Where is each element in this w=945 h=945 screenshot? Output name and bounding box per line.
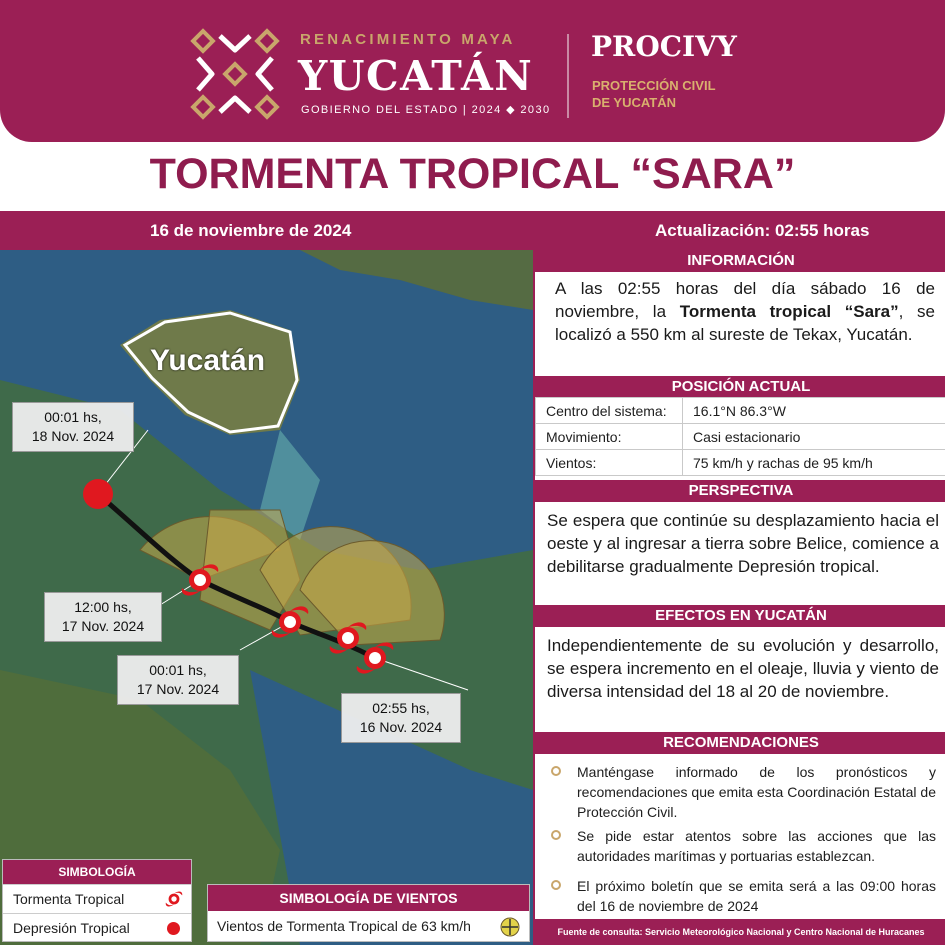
track-label-3: 00:01 hs, 17 Nov. 2024 bbox=[117, 655, 239, 705]
storm-icon bbox=[165, 890, 183, 908]
track-label-2: 12:00 hs, 17 Nov. 2024 bbox=[44, 592, 162, 642]
table-row: Movimiento: Casi estacionario bbox=[536, 424, 945, 450]
info-header: INFORMACIÓN bbox=[535, 250, 945, 272]
bullet-icon bbox=[551, 766, 561, 776]
bullet-icon bbox=[551, 830, 561, 840]
position-header: POSICIÓN ACTUAL bbox=[535, 376, 945, 398]
info-panel bbox=[533, 250, 945, 945]
legend-title: SIMBOLOGÍA bbox=[3, 860, 191, 884]
wind-field-icon bbox=[500, 917, 520, 937]
effects-header: EFECTOS EN YUCATÁN bbox=[535, 605, 945, 627]
depression-marker bbox=[83, 479, 113, 509]
brand-government: GOBIERNO DEL ESTADO | 2024 ◆ 2030 bbox=[301, 104, 551, 116]
info-text: A las 02:55 horas del día sábado 16 de noviembre, la Tormenta tropical “Sara”, se localizó a 550 km al sureste de Tekax, Yucatán. bbox=[555, 279, 936, 344]
table-row: Centro del sistema: 16.1°N 86.3°W bbox=[536, 398, 945, 424]
source-footer: Fuente de consulta: Servicio Meteorológico Nacional y Centro Nacional de Huracanes bbox=[535, 919, 945, 945]
agency-name: PROCIVY bbox=[591, 30, 737, 63]
agency-subtitle: PROTECCIÓN CIVIL DE YUCATÁN bbox=[592, 78, 716, 110]
track-label-1: 00:01 hs, 18 Nov. 2024 bbox=[12, 402, 134, 452]
track-label-4: 02:55 hs, 16 Nov. 2024 bbox=[341, 693, 461, 743]
legend-storm: Tormenta Tropical bbox=[3, 884, 191, 913]
legend-depression: Depresión Tropical bbox=[3, 913, 191, 942]
wind-legend-title: SIMBOLOGÍA DE VIENTOS bbox=[208, 885, 529, 911]
depression-icon bbox=[167, 922, 180, 935]
table-row: Vientos: 75 km/h y rachas de 95 km/h bbox=[536, 450, 945, 476]
header-divider bbox=[567, 34, 569, 118]
symbol-legend bbox=[2, 859, 192, 942]
update-time: Actualización: 02:55 horas bbox=[655, 221, 870, 240]
storm-track-map bbox=[0, 250, 533, 945]
region-label: Yucatán bbox=[150, 344, 266, 377]
yucatan-logo-icon bbox=[190, 28, 280, 120]
list-item: Se pide estar atentos sobre las acciones que las autoridades marítimas y portuarias establezcan. bbox=[551, 826, 936, 866]
bullet-icon bbox=[551, 880, 561, 890]
brand-name: YUCATÁN bbox=[298, 52, 534, 100]
perspective-header: PERSPECTIVA bbox=[535, 480, 945, 502]
page-title: TORMENTA TROPICAL “SARA” bbox=[149, 150, 796, 198]
wind-legend bbox=[207, 884, 530, 942]
list-item: Manténgase informado de los pronósticos y recomendaciones que emita esta Coordinación Estatal de Protección Civil. bbox=[551, 762, 936, 822]
date-bar bbox=[0, 211, 945, 250]
effects-text: Independientemente de su evolución y desarrollo, se espera incremento en el oleaje, lluvia y viento de diversa intensidad del 18 al 20 de noviembre. bbox=[547, 636, 939, 701]
legend-wind-row: Vientos de Tormenta Tropical de 63 km/h bbox=[208, 911, 529, 941]
recommendations-header: RECOMENDACIONES bbox=[535, 732, 945, 754]
bulletin-date: 16 de noviembre de 2024 bbox=[150, 221, 352, 240]
perspective-text: Se espera que continúe su desplazamiento hacia el oeste y al ingresar a tierra sobre Belice, comience a debilitarse gradualmente Depresión tropical. bbox=[547, 511, 939, 576]
header-banner bbox=[0, 0, 945, 142]
brand-tagline: RENACIMIENTO MAYA bbox=[300, 31, 516, 48]
list-item: El próximo boletín que se emita será a las 09:00 horas del 16 de noviembre de 2024 bbox=[551, 876, 936, 916]
position-table bbox=[535, 397, 945, 476]
